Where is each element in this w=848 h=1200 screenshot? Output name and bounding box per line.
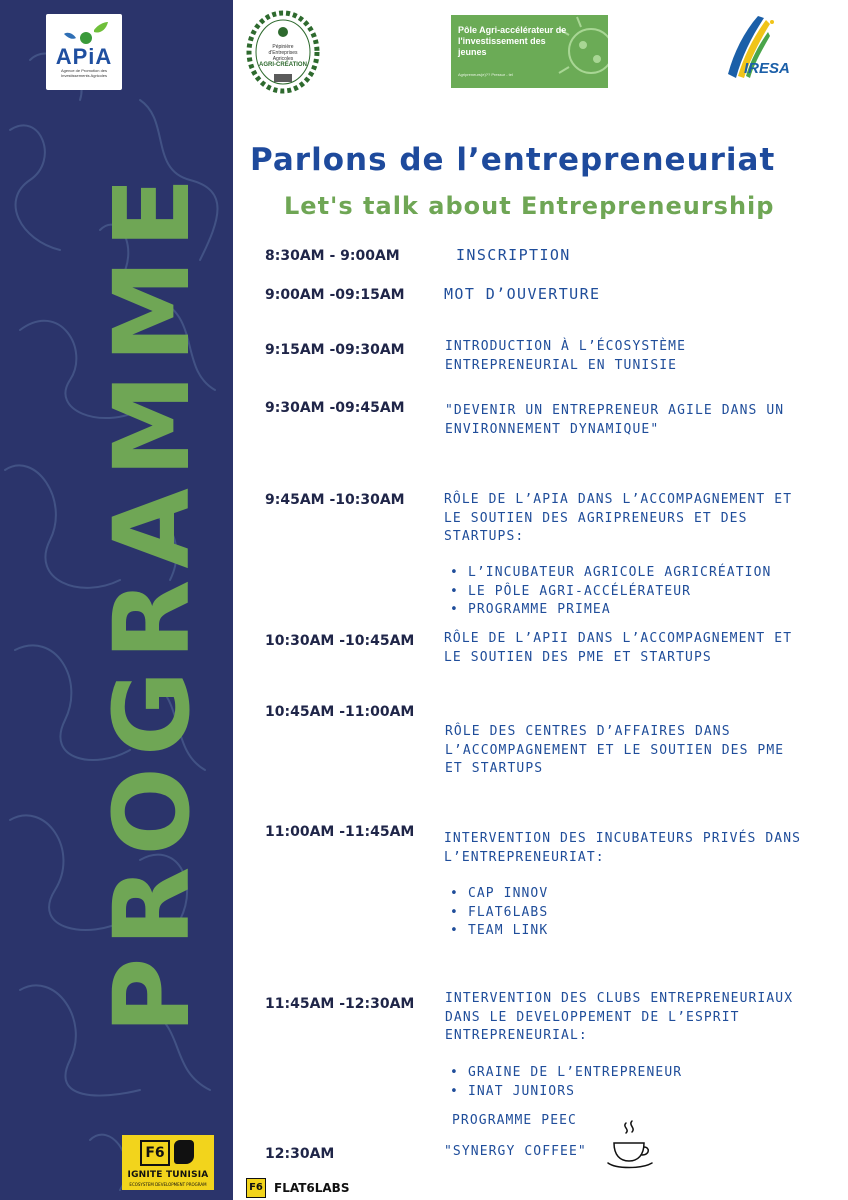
apia-leaf-icon <box>46 16 122 46</box>
schedule-desc-line: INTERVENTION DES INCUBATEURS PRIVÉS DANS <box>444 831 802 846</box>
schedule-bullet-list <box>450 1064 682 1101</box>
schedule-desc-line: INSCRIPTION <box>456 246 571 264</box>
schedule-desc-line: INTERVENTION DES CLUBS ENTREPRENEURIAUX <box>445 991 794 1006</box>
schedule-time: 12:30AM <box>265 1146 335 1162</box>
list-item: • PROGRAMME PRIMEA <box>450 601 771 620</box>
iresa-logo-text: IRESA <box>744 60 790 77</box>
schedule-bullet-list <box>450 885 548 941</box>
schedule-desc <box>444 830 801 867</box>
schedule-desc <box>445 723 784 779</box>
schedule-desc-line: ENTREPRENEURIAL: <box>445 1028 588 1043</box>
schedule-time: 10:30AM -10:45AM <box>265 633 415 649</box>
ignite-f6-mark: F6 <box>140 1140 170 1166</box>
list-item: • L’INCUBATEUR AGRICOLE AGRICRÉATION <box>450 564 771 583</box>
list-item: • LE PÔLE AGRI-ACCÉLÉRATEUR <box>450 583 771 602</box>
ignite-logo-name: IGNITE TUNISIA <box>127 1170 209 1180</box>
ignite-tunisia-logo <box>122 1135 214 1190</box>
schedule-time: 9:30AM -09:45AM <box>265 400 405 416</box>
schedule-extra-line: PROGRAMME PEEC <box>452 1113 577 1128</box>
agricreation-line2: AGRI-CRÉATION <box>259 62 307 68</box>
flat6labs-wordmark: FLAT6LABS <box>274 1181 350 1195</box>
schedule-bullet-list <box>450 564 771 620</box>
schedule-time: 9:00AM -09:15AM <box>265 287 405 303</box>
flat6labs-mark: F6 <box>246 1178 266 1198</box>
page-title-en: Let's talk about Entrepreneurship <box>284 192 775 220</box>
schedule-desc-line: STARTUPS: <box>444 529 525 544</box>
programme-vertical-title: PROGRAMME <box>91 166 213 1034</box>
schedule-desc-line: ET STARTUPS <box>445 761 544 776</box>
agricreation-logo <box>246 10 320 94</box>
schedule-desc-line: LE SOUTIEN DES AGRIPRENEURS ET DES <box>444 510 748 526</box>
schedule-desc-line: LE SOUTIEN DES PME ET STARTUPS <box>444 649 712 665</box>
sidebar-panel <box>0 0 233 1200</box>
tunisia-map-icon <box>174 1140 194 1164</box>
coffee-cup-icon <box>606 1119 654 1171</box>
schedule-desc-line: ENVIRONNEMENT DYNAMIQUE" <box>445 421 660 437</box>
schedule-desc <box>445 990 793 1046</box>
ignite-logo-tagline: ECOSYSTEM DEVELOPMENT PROGRAM <box>129 1182 207 1187</box>
schedule-time: 11:00AM -11:45AM <box>265 824 415 840</box>
schedule-desc <box>445 338 686 375</box>
list-item: • GRAINE DE L’ENTREPRENEUR <box>450 1064 682 1083</box>
schedule-desc-line: L’ENTREPRENEURIAT: <box>444 849 605 865</box>
schedule-desc-line: MOT D’OUVERTURE <box>444 285 601 303</box>
list-item: • FLAT6LABS <box>450 904 548 923</box>
schedule-desc-line: L’ACCOMPAGNEMENT ET LE SOUTIEN DES PME <box>445 742 785 758</box>
list-item: • TEAM LINK <box>450 922 548 941</box>
list-item: • CAP INNOV <box>450 885 548 904</box>
schedule-desc-line: "SYNERGY COFFEE" <box>444 1144 587 1159</box>
schedule-desc-line: INTRODUCTION À L’ÉCOSYSTÈME <box>445 339 687 354</box>
schedule-time: 11:45AM -12:30AM <box>265 996 415 1012</box>
pole-logo-subtitle: Agripreneurs(e)?? Pressur - tel <box>458 72 513 77</box>
apia-logo-text: APiA <box>55 44 113 69</box>
schedule-time: 10:45AM -11:00AM <box>265 704 415 720</box>
iresa-logo <box>718 12 808 86</box>
schedule-desc <box>444 491 792 547</box>
schedule-time: 8:30AM - 9:00AM <box>265 248 400 264</box>
schedule-desc-line: "DEVENIR UN ENTREPRENEUR AGILE DANS UN <box>445 403 785 418</box>
schedule-desc-line: RÔLE DE L’APII DANS L’ACCOMPAGNEMENT ET <box>444 631 793 646</box>
pole-logo-title: Pôle Agri-accélérateur de l'investissement des jeunes <box>458 25 567 57</box>
schedule-desc-line: DANS LE DEVELOPPEMENT DE L’ESPRIT <box>445 1009 740 1025</box>
schedule-time: 9:15AM -09:30AM <box>265 342 405 358</box>
schedule-desc-line: RÔLE DE L’APIA DANS L’ACCOMPAGNEMENT ET <box>444 492 793 507</box>
apia-logo-subtitle: Agence de Promotion des Investissements Agricoles <box>60 68 108 78</box>
schedule-desc-line: ENTREPRENEURIAL EN TUNISIE <box>445 357 678 373</box>
apia-logo <box>46 14 122 90</box>
schedule-desc <box>444 630 792 667</box>
list-item: • INAT JUNIORS <box>450 1083 682 1102</box>
schedule-desc <box>445 402 784 439</box>
page-title-fr: Parlons de l’entrepreneuriat <box>250 142 776 178</box>
schedule-desc-line: RÔLE DES CENTRES D’AFFAIRES DANS <box>445 724 731 739</box>
pole-accelerateur-logo <box>451 15 608 88</box>
schedule-time: 9:45AM -10:30AM <box>265 492 405 508</box>
agricreation-line1: Pépinière d'Entreprises Agricoles <box>268 44 298 62</box>
